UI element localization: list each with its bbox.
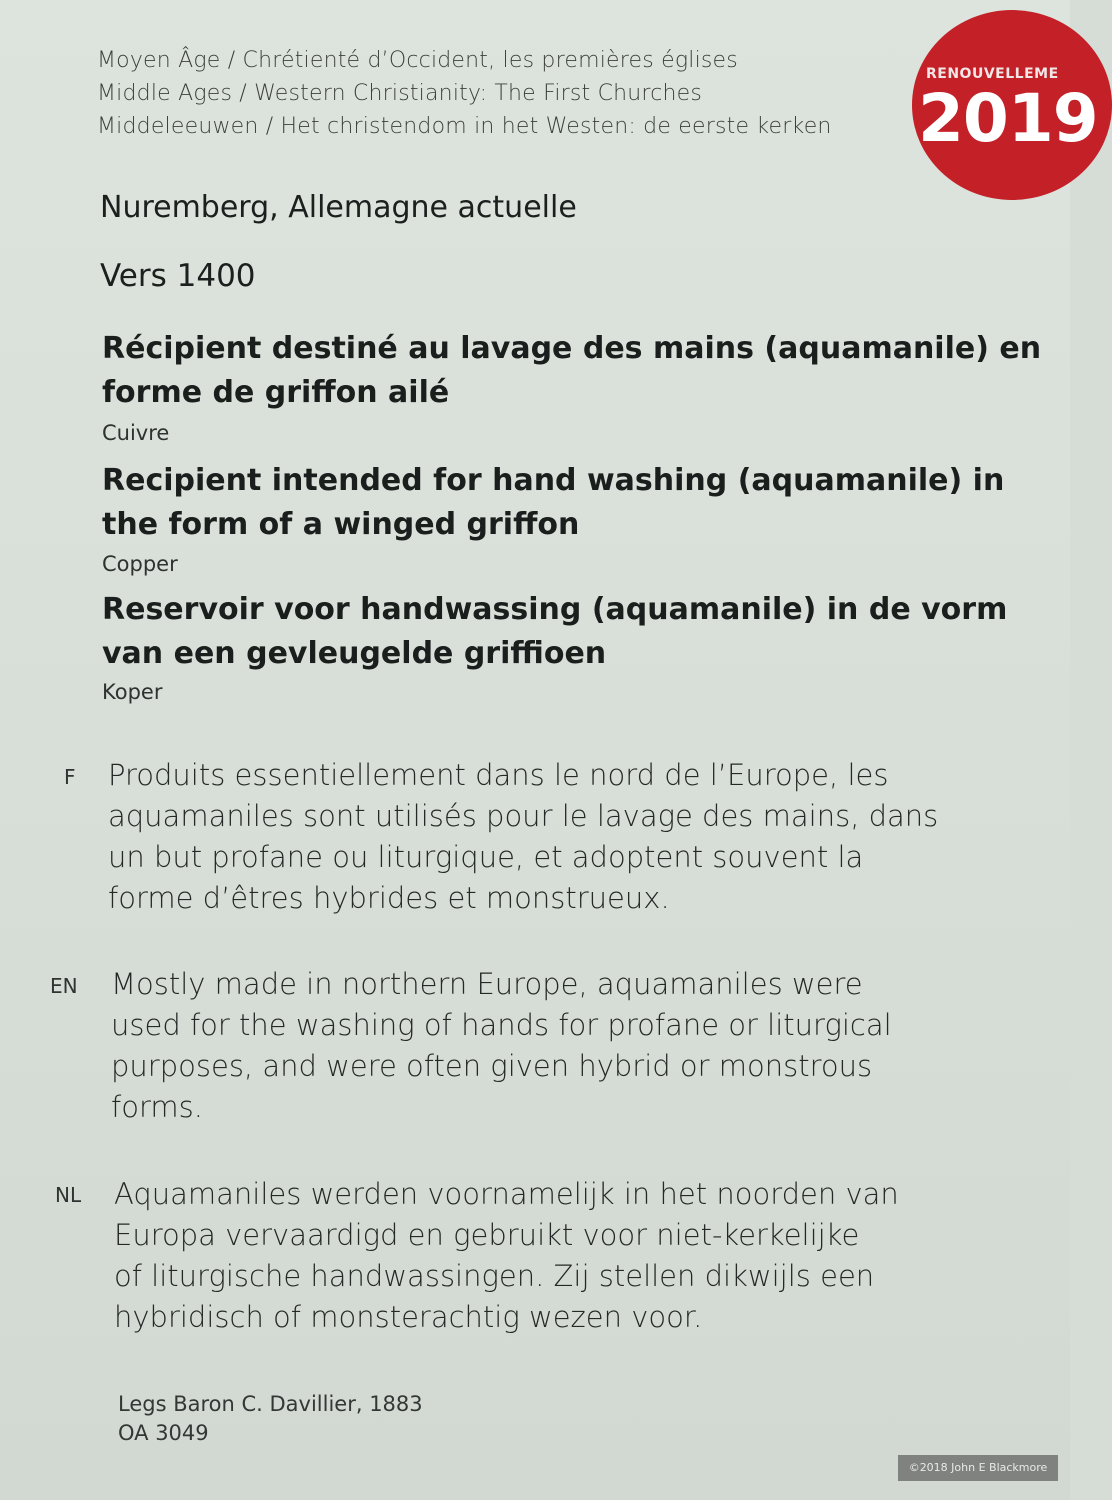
- section-header-en: Middle Ages / Western Christianity: The First Churches: [97, 81, 703, 106]
- badge-label: RENOUVELLEME: [926, 66, 1059, 82]
- description-line: Mostly made in northern Europe, aquamaniles were: [111, 967, 863, 1001]
- title-line: the form of a winged griffon: [102, 507, 580, 542]
- description-line: used for the washing of hands for profane or liturgical: [111, 1008, 892, 1042]
- description-line: Europa vervaardigd en gebruikt voor niet-kerkelijke: [114, 1218, 860, 1252]
- description-line: hybridisch of monsterachtig wezen voor.: [114, 1300, 703, 1334]
- description-nl: [114, 1174, 899, 1338]
- description-en: [111, 964, 892, 1128]
- section-header: [97, 44, 832, 143]
- language-tag-nl: NL: [55, 1183, 82, 1207]
- title-line: van een gevleugelde griffioen: [102, 636, 607, 671]
- description-line: forme d’êtres hybrides et monstrueux.: [108, 881, 670, 915]
- description-line: Produits essentiellement dans le nord de l’Europe, les: [108, 758, 889, 792]
- language-tag-en: EN: [50, 974, 78, 998]
- place-of-origin: Nuremberg, Allemagne actuelle: [100, 190, 577, 225]
- description-line: forms.: [111, 1090, 203, 1124]
- object-title-en: [102, 459, 1005, 547]
- description-line: Aquamaniles werden voornamelijk in het noorden van: [114, 1177, 899, 1211]
- title-line: Récipient destiné au lavage des mains (aquamanile) en: [102, 331, 1042, 366]
- material-en: Copper: [102, 552, 178, 576]
- section-header-fr: Moyen Âge / Chrétienté d’Occident, les premières églises: [97, 48, 738, 73]
- object-title-fr: [102, 327, 1042, 415]
- language-tag-fr: F: [64, 765, 76, 789]
- material-nl: Koper: [102, 680, 163, 704]
- section-header-nl: Middeleeuwen / Het christendom in het Westen: de eerste kerken: [97, 114, 832, 139]
- description-fr: [108, 755, 938, 919]
- description-line: aquamaniles sont utilisés pour le lavage des mains, dans: [108, 799, 939, 833]
- title-line: Recipient intended for hand washing (aquamanile) in: [102, 463, 1005, 498]
- description-line: un but profane ou liturgique, et adoptent souvent la: [108, 840, 864, 874]
- acquisition-credit: [118, 1390, 423, 1448]
- object-title-nl: [102, 588, 1008, 676]
- bequest-line: Legs Baron C. Davillier, 1883: [118, 1392, 423, 1416]
- material-fr: Cuivre: [102, 421, 170, 445]
- object-date: Vers 1400: [100, 258, 256, 294]
- title-line: Reservoir voor handwassing (aquamanile) in de vorm: [102, 592, 1008, 627]
- renewal-badge: [912, 10, 1112, 200]
- description-line: purposes, and were often given hybrid or monstrous: [111, 1049, 873, 1083]
- copyright-watermark: ©2018 John E Blackmore: [898, 1455, 1058, 1481]
- title-line: forme de griffon ailé: [102, 375, 450, 410]
- badge-year: 2019: [918, 80, 1098, 157]
- inventory-number: OA 3049: [118, 1421, 209, 1445]
- description-line: of liturgische handwassingen. Zij stellen dikwijls een: [114, 1259, 875, 1293]
